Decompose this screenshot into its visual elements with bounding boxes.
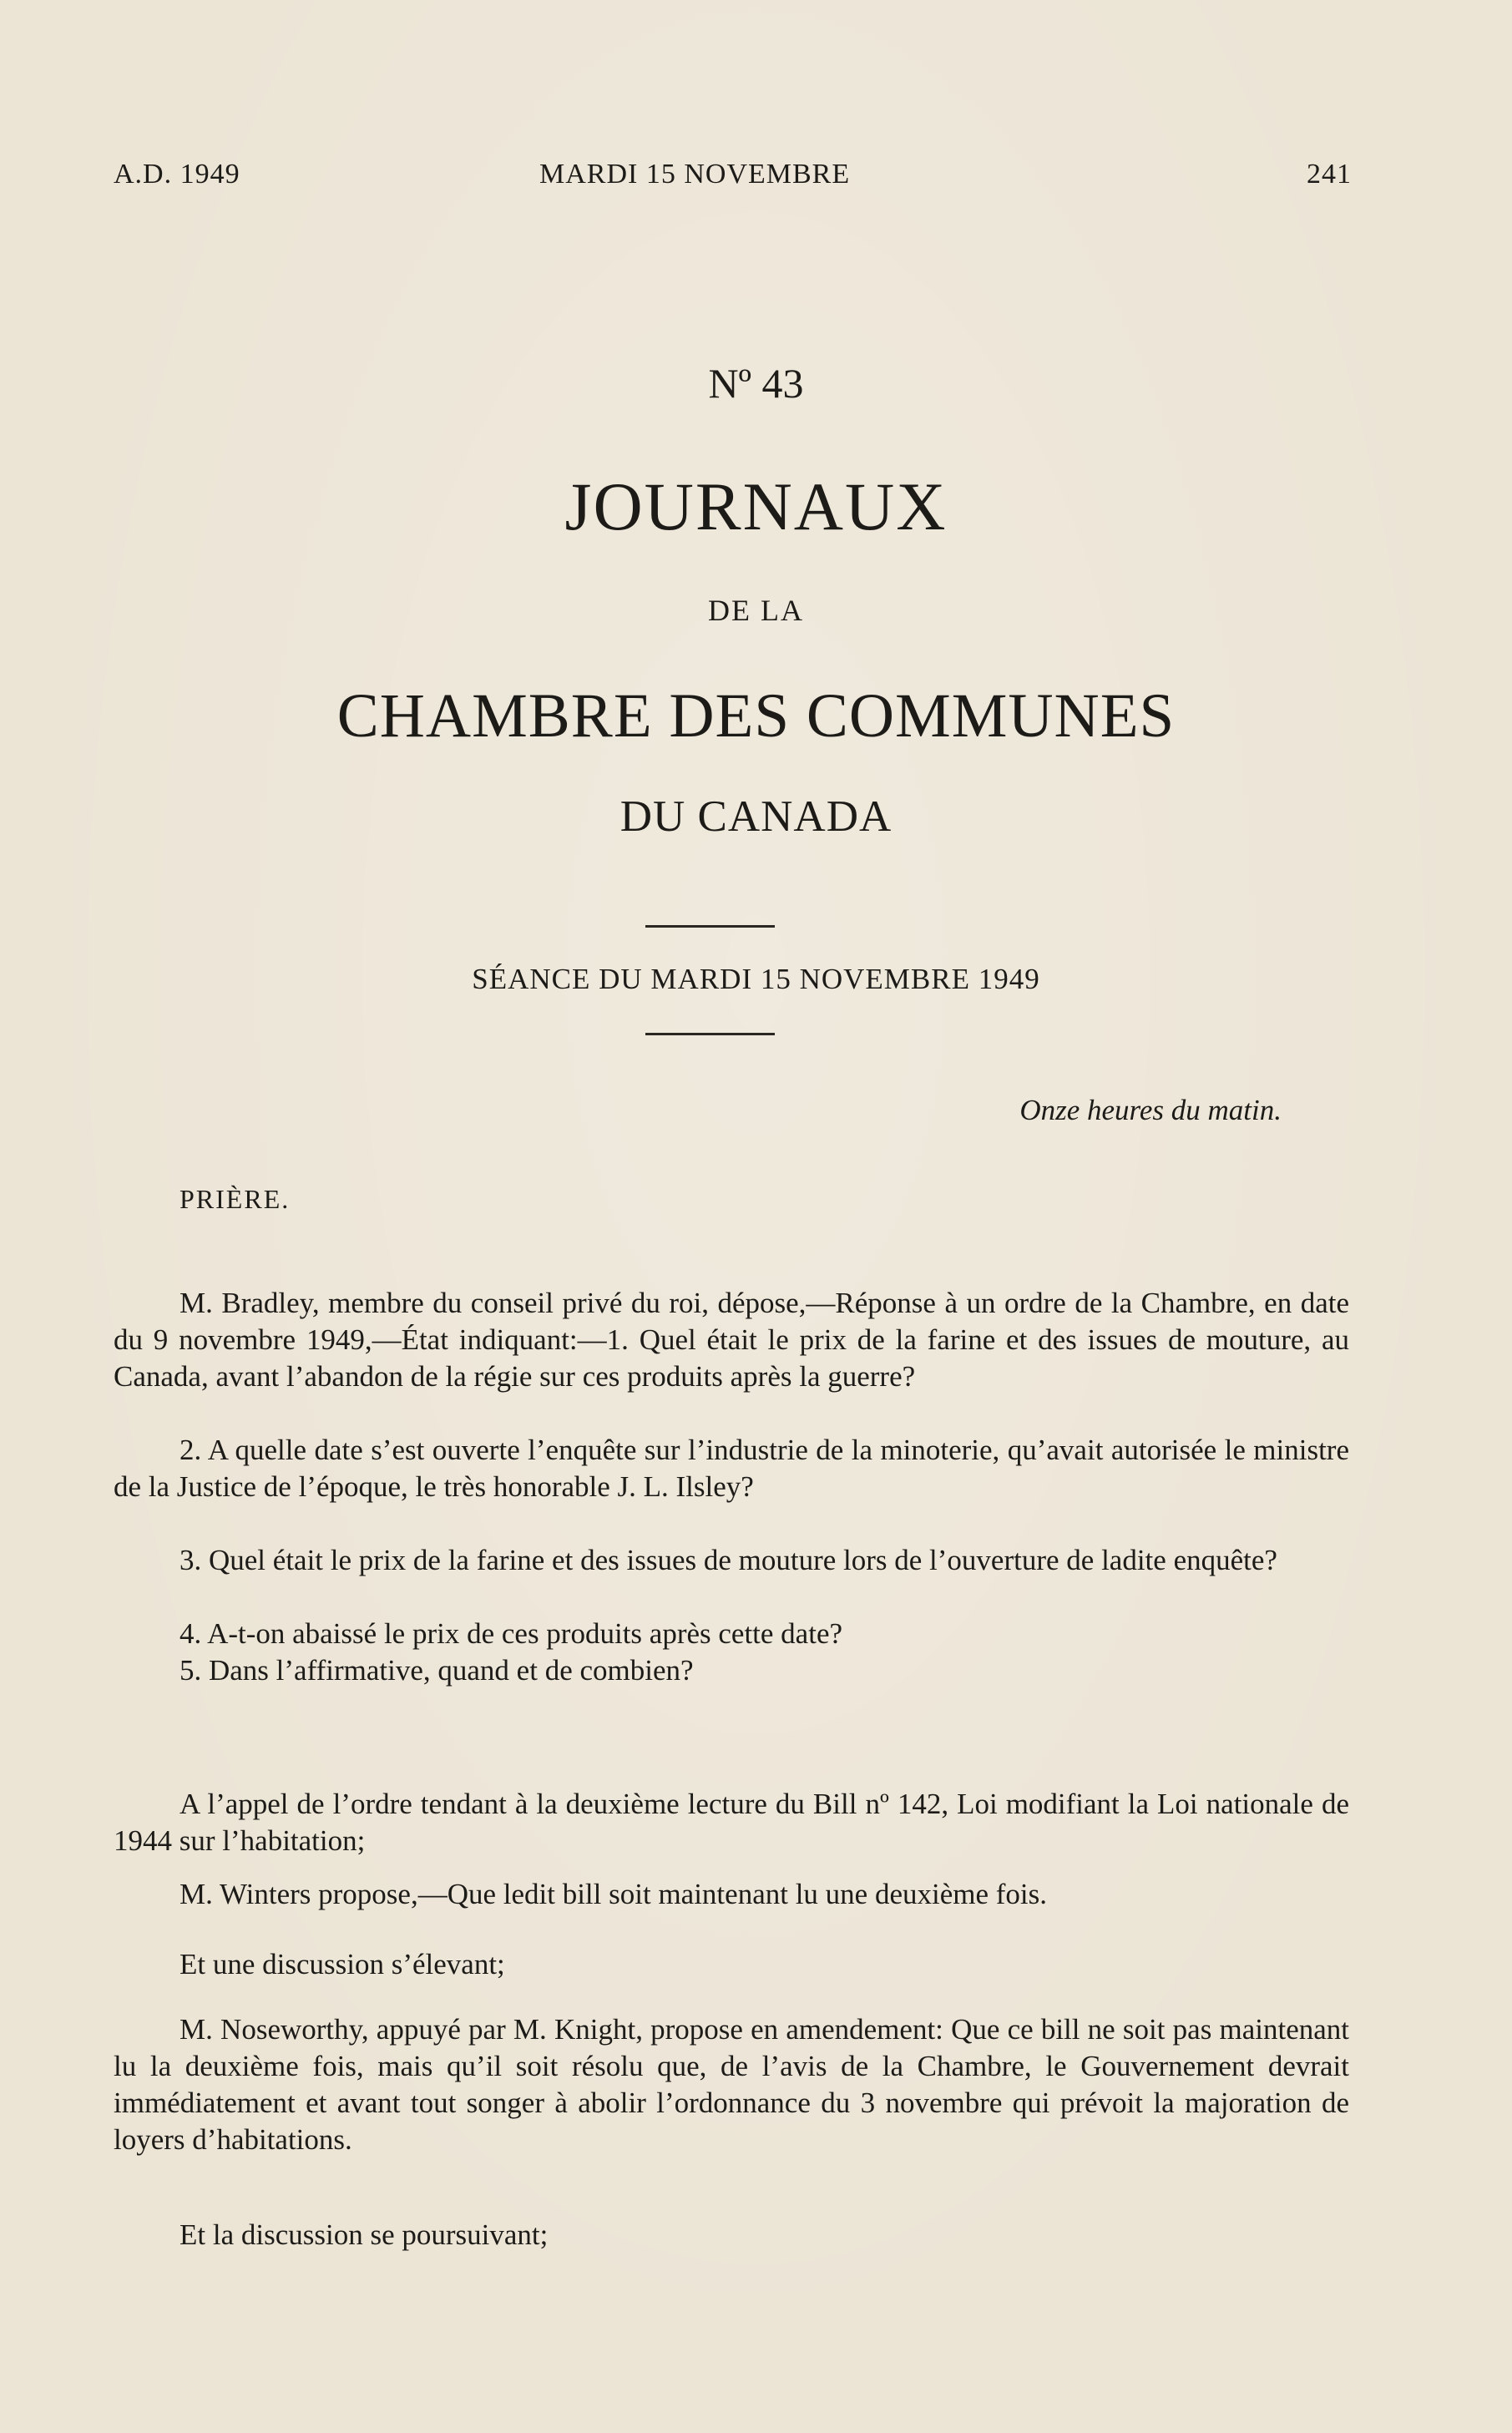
paragraph-return-bradley: M. Bradley, membre du conseil privé du roi, dépose,—Réponse à un ordre de la Chambre, en date du 9 novembre 1949,—État indiquant:—1. Quel était le prix de la farine et des issues de mouture, au Canada, avant l’abandon de la régie sur ces produits après la guerre?	[114, 1287, 1349, 1393]
journal-title: JOURNAUX	[564, 468, 948, 544]
issue-number: Nº 43	[708, 360, 804, 407]
divider-rule	[645, 925, 775, 928]
paragraph-question-3: 3. Quel était le prix de la farine et des issues de mouture lors de l’ouverture de ladite enquête?	[180, 1544, 1277, 1576]
country-name: DU CANADA	[619, 792, 893, 841]
divider-rule	[645, 1033, 775, 1035]
paragraph-discussion-continues: Et la discussion se poursuivant;	[180, 2218, 549, 2251]
session-heading: SÉANCE DU MARDI 15 NOVEMBRE 1949	[472, 963, 1040, 995]
title-connector: DE LA	[708, 594, 804, 627]
paragraph-winters-motion: M. Winters propose,—Que ledit bill soit maintenant lu une deuxième fois.	[180, 1878, 1048, 1910]
chamber-name: CHAMBRE DES COMMUNES	[336, 681, 1176, 751]
paragraph-question-2: 2. A quelle date s’est ouverte l’enquête sur l’industrie de la minoterie, qu’avait autorisée le ministre de la Justice de l’époque, le très honorable J. L. Ilsley?	[114, 1434, 1349, 1503]
running-head	[114, 159, 1352, 197]
running-head-year: A.D. 1949	[114, 159, 240, 190]
paragraph-discussion: Et une discussion s’élevant;	[180, 1948, 505, 1980]
prayer-heading: PRIÈRE.	[180, 1184, 291, 1214]
running-head-date: MARDI 15 NOVEMBRE	[539, 159, 851, 190]
paragraph-question-5: 5. Dans l’affirmative, quand et de combien?	[180, 1654, 694, 1687]
page-number: 241	[1307, 159, 1352, 190]
paragraph-noseworthy-amendment: M. Noseworthy, appuyé par M. Knight, propose en amendement: Que ce bill ne soit pas maintenant lu la deuxième fois, mais qu’il soit résolu que, de l’avis de la Chambre, le Gouvernement devrait immédiatement et avant tout songer à abolir l’ordonnance du 3 novembre qui prévoit la majoration de loyers d’habitations.	[114, 2013, 1349, 2156]
sitting-time: Onze heures du matin.	[1019, 1094, 1282, 1126]
paragraph-bill-142: A l’appel de l’ordre tendant à la deuxième lecture du Bill nº 142, Loi modifiant la Loi nationale de 1944 sur l’habitation;	[114, 1788, 1349, 1857]
paragraph-question-4: 4. A-t-on abaissé le prix de ces produits après cette date?	[180, 1617, 843, 1650]
